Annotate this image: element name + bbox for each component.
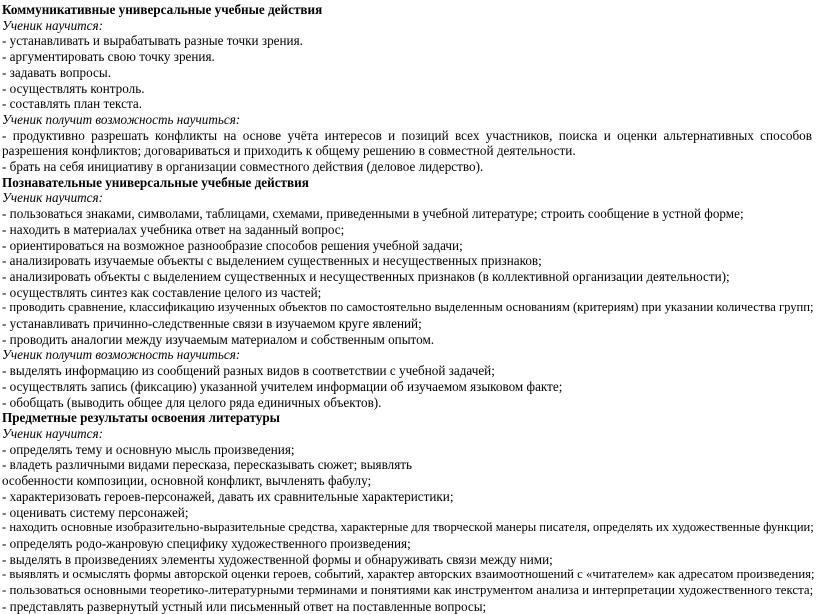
list-item: особенности композиции, основной конфликт, вычленять фабулу; — [2, 473, 372, 489]
list-item: - проводить аналогии между изучаемым материалом и собственным опытом. — [2, 331, 435, 347]
list-item: - выделять в произведениях элементы художественной формы и обнаруживать связи между ними; — [2, 551, 553, 567]
list-item: - обобщать (выводить общее для целого ряда единичных объектов). — [2, 394, 382, 410]
list-item: - находить основные изобразительно-выразительные средства, характерные для творческой манеры писателя, определять их художественные функции; — [2, 520, 814, 535]
list-item: - определять тему и основную мысль произведения; — [2, 441, 295, 457]
list-item: - составлять план текста. — [2, 96, 143, 112]
list-item: - брать на себя инициативу в организации совместного действия (деловое лидерство). — [2, 159, 484, 175]
list-item: - анализировать изучаемые объекты с выделением существенных и несущественных признаков; — [2, 253, 542, 269]
list-item: - анализировать объекты с выделением существенных и несущественных признаков (в коллективной организации деятельности); — [2, 268, 730, 284]
subtitle-student-may-learn: Ученик получит возможность научиться: — [2, 347, 241, 363]
list-item: - осуществлять синтез как составление целого из частей; — [2, 284, 322, 300]
section-title-cognitive: Познавательные универсальные учебные действия — [2, 174, 309, 190]
subtitle-student-will-learn: Ученик научится: — [2, 190, 103, 206]
list-item: - проводить сравнение, классификацию изученных объектов по самостоятельно выделенным основаниям (критериям) при указании количества групп; — [2, 300, 814, 315]
list-item: - устанавливать и вырабатывать разные точки зрения. — [2, 33, 303, 49]
list-item: - осуществлять контроль. — [2, 80, 145, 96]
list-item: - устанавливать причинно-следственные связи в изучаемом круге явлений; — [2, 316, 422, 332]
subtitle-student-will-learn: Ученик научится: — [2, 17, 103, 33]
list-item: - пользоваться знаками, символами, таблицами, схемами, приведенными в учебной литературе; строить сообщение в устной форме; — [2, 206, 744, 222]
subtitle-student-may-learn: Ученик получит возможность научиться: — [2, 111, 241, 127]
list-item: - владеть различными видами пересказа, пересказывать сюжет; выявлять — [2, 457, 413, 473]
section-title-communicative: Коммуникативные универсальные учебные действия — [2, 2, 323, 17]
list-item: - характеризовать героев-персонажей, давать их сравнительные характеристики; — [2, 488, 454, 504]
list-item: - задавать вопросы. — [2, 64, 112, 80]
list-item: - определять родо-жанровую специфику художественного произведения; — [2, 535, 411, 551]
list-item: - находить в материалах учебника ответ на заданный вопрос; — [2, 221, 345, 237]
list-item: - ориентироваться на возможное разнообразие способов решения учебной задачи; — [2, 237, 463, 253]
list-item: - выявлять и осмыслять формы авторской оценки героев, событий, характер авторских взаимоотношений с «читателем» как адресатом произведения; — [2, 567, 815, 582]
list-item: - оценивать систему персонажей; — [2, 504, 189, 520]
list-item: - представлять развернутый устный или письменный ответ на поставленные вопросы; — [2, 598, 487, 614]
list-item: - осуществлять запись (фиксацию) указанной учителем информации об изучаемом языковом факте; — [2, 378, 563, 394]
paragraph-conflict-resolution: - продуктивно разрешать конфликты на основе учёта интересов и позиций всех участников, поиска и оценки альтернативных способов разрешения конфликтов; договариваться и приходить к общему решению в совместной деятельности. — [2, 127, 812, 159]
subtitle-student-will-learn: Ученик научится: — [2, 425, 103, 441]
section-title-literature-results: Предметные результаты освоения литературы — [2, 410, 280, 426]
list-item: - пользоваться основными теоретико-литературными терминами и понятиями как инструментом анализа и интерпретации художественного текста; — [2, 583, 814, 598]
list-item: - аргументировать свою точку зрения. — [2, 49, 215, 65]
list-item: - выделять информацию из сообщений разных видов в соответствии с учебной задачей; — [2, 363, 495, 379]
